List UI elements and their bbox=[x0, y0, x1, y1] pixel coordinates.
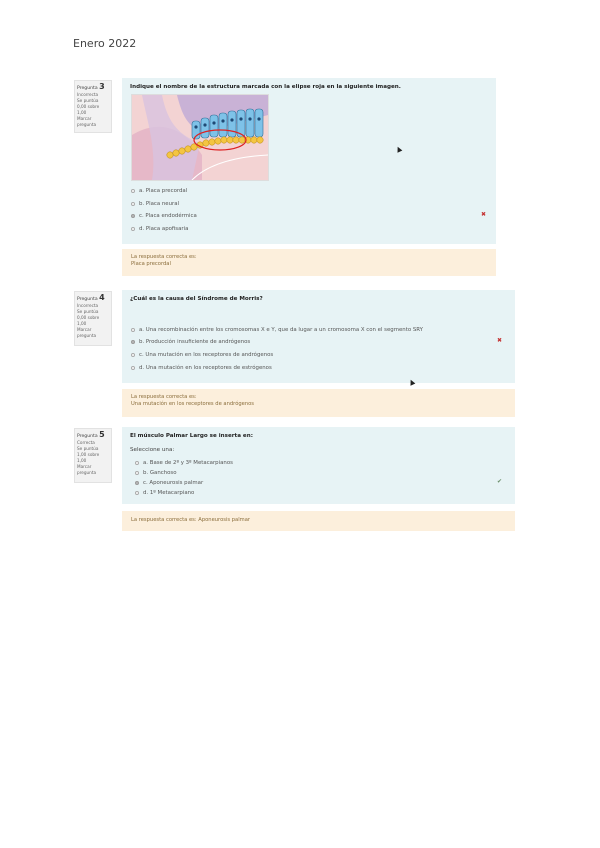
feedback-box bbox=[122, 249, 496, 276]
radio-icon[interactable] bbox=[135, 491, 139, 495]
incorrect-icon: ✖ bbox=[497, 337, 503, 344]
mouse-cursor-icon: ▲ bbox=[394, 144, 403, 154]
question-info bbox=[74, 291, 112, 346]
radio-icon[interactable] bbox=[131, 227, 135, 231]
question-number: 5 bbox=[99, 430, 105, 439]
select-prompt: Seleccione una: bbox=[130, 447, 175, 453]
question-text: Indique el nombre de la estructura marcada con la elipse roja en la siguiente imagen. bbox=[130, 84, 401, 90]
question-grade: Se puntúa 0,00 sobre 1,00 bbox=[77, 98, 100, 115]
option-a[interactable]: a. Base de 2º y 3º Metacarpianos bbox=[135, 460, 233, 466]
feedback-answer: Una mutación en los receptores de andrógenos bbox=[131, 401, 255, 407]
radio-icon[interactable] bbox=[135, 461, 139, 465]
radio-selected-icon[interactable] bbox=[131, 340, 135, 344]
question-grade: Se puntúa 1,00 sobre 1,00 bbox=[77, 446, 100, 463]
option-b[interactable]: b. Placa neural bbox=[131, 201, 179, 207]
option-c[interactable]: c. Placa endodérmica bbox=[131, 213, 197, 219]
question-text: El músculo Palmar Largo se inserta en: bbox=[130, 433, 253, 439]
option-b[interactable]: b. Ganchoso bbox=[135, 470, 177, 476]
feedback-box bbox=[122, 389, 515, 417]
radio-selected-icon[interactable] bbox=[131, 214, 135, 218]
option-c[interactable]: c. Aponeurosis palmar bbox=[135, 480, 203, 486]
question-label: Pregunta bbox=[77, 297, 98, 302]
question-image bbox=[131, 94, 269, 181]
question-state: Incorrecta bbox=[77, 303, 99, 308]
feedback-answer: Placa precordal bbox=[131, 261, 171, 267]
feedback-label: La respuesta correcta es: bbox=[131, 394, 197, 400]
feedback-label: La respuesta correcta es: bbox=[131, 517, 197, 523]
option-a[interactable]: a. Placa precordal bbox=[131, 188, 187, 194]
radio-selected-icon[interactable] bbox=[135, 481, 139, 485]
option-b[interactable]: b. Producción insuficiente de andrógenos bbox=[131, 339, 250, 345]
feedback-label: La respuesta correcta es: bbox=[131, 254, 197, 260]
question-label: Pregunta bbox=[77, 434, 98, 439]
correct-check-icon: ✔ bbox=[497, 478, 503, 485]
option-a[interactable]: a. Una recombinación entre los cromosomas X e Y, que da lugar a un cromosoma X con el segmento SRY bbox=[131, 327, 423, 333]
incorrect-icon: ✖ bbox=[481, 211, 487, 218]
question-number: 3 bbox=[99, 82, 105, 91]
option-c[interactable]: c. Una mutación en los receptores de andrógenos bbox=[131, 352, 273, 358]
flag-question-link[interactable]: Marcar pregunta bbox=[77, 327, 97, 338]
question-state: Incorrecta bbox=[77, 92, 99, 97]
radio-icon[interactable] bbox=[135, 471, 139, 475]
question-number: 4 bbox=[99, 293, 105, 302]
question-info bbox=[74, 80, 112, 133]
radio-icon[interactable] bbox=[131, 189, 135, 193]
feedback-answer: Aponeurosis palmar bbox=[198, 517, 251, 523]
option-d[interactable]: d. Placa apofisaria bbox=[131, 226, 188, 232]
embryo-illustration-icon bbox=[132, 95, 268, 180]
radio-icon[interactable] bbox=[131, 353, 135, 357]
question-info bbox=[74, 428, 112, 483]
option-d[interactable]: d. 1º Metacarpiano bbox=[135, 490, 194, 496]
question-text: ¿Cuál es la causa del Síndrome de Morris? bbox=[130, 296, 263, 302]
radio-icon[interactable] bbox=[131, 366, 135, 370]
question-grade: Se puntúa 0,00 sobre 1,00 bbox=[77, 309, 100, 326]
feedback-box bbox=[122, 511, 515, 531]
flag-question-link[interactable]: Marcar pregunta bbox=[77, 116, 97, 127]
flag-question-link[interactable]: Marcar pregunta bbox=[77, 464, 97, 475]
radio-icon[interactable] bbox=[131, 328, 135, 332]
question-label: Pregunta bbox=[77, 86, 98, 91]
radio-icon[interactable] bbox=[131, 202, 135, 206]
question-state: Correcta bbox=[77, 440, 95, 445]
mouse-cursor-icon: ▲ bbox=[407, 377, 416, 387]
option-d[interactable]: d. Una mutación en los receptores de estrógenos bbox=[131, 365, 272, 371]
page-title: Enero 2022 bbox=[73, 37, 137, 50]
